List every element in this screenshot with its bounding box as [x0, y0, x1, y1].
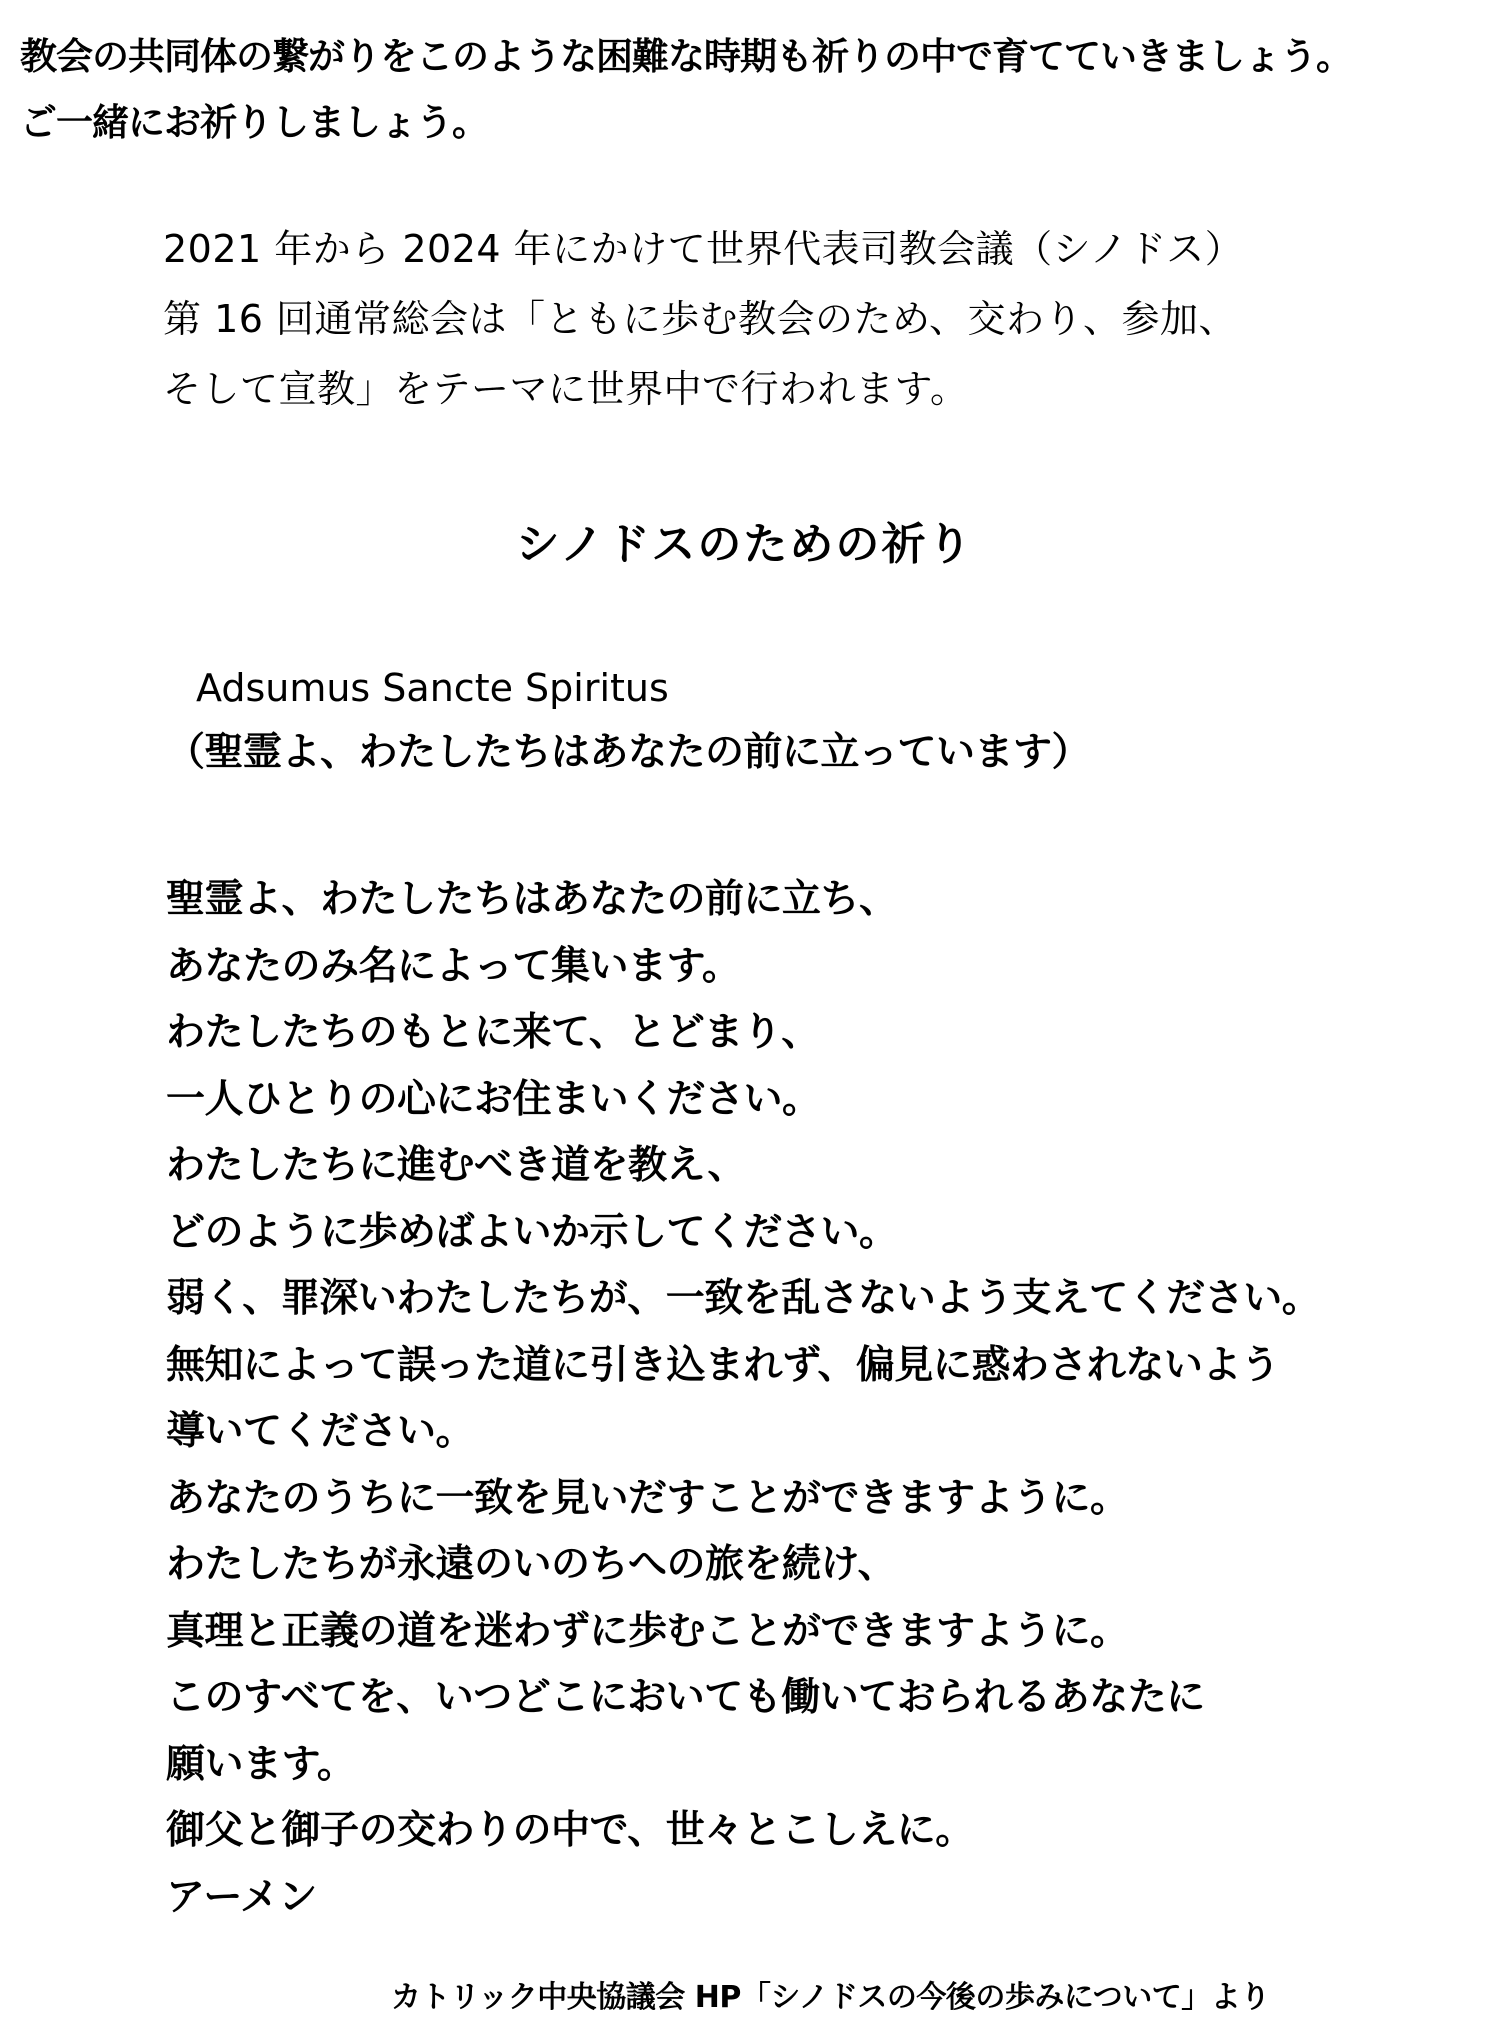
intro-line: ご一緒にお祈りしましょう。 — [20, 101, 488, 144]
prayer-line: 真理と正義の道を迷わずに歩むことができますように。 — [166, 1609, 1129, 1654]
prayer-line: わたしたちのもとに来て、とどまり、 — [166, 1010, 820, 1055]
prayer-line: 聖霊よ、わたしたちはあなたの前に立ち、 — [166, 877, 898, 922]
latin-translation: （聖霊よ、わたしたちはあなたの前に立っています） — [166, 730, 1091, 775]
prayer-line: 弱く、罪深いわたしたちが、一致を乱さないよう支えてください。 — [166, 1276, 1321, 1321]
prayer-line: 導いてください。 — [166, 1409, 475, 1454]
prayer-line: あなたのみ名によって集います。 — [166, 944, 741, 989]
latin-title: Adsumus Sancte Spiritus — [196, 666, 669, 710]
prayer-line: 無知によって誤った道に引き込まれず、偏見に惑わされないよう — [166, 1343, 1280, 1388]
prayer-line: 一人ひとりの心にお住まいください。 — [166, 1077, 821, 1122]
intro-line: 教会の共同体の繋がりをこのような困難な時期も祈りの中で育てていきましょう。 — [20, 35, 1352, 78]
prayer-line: どのように歩めばよいか示してください。 — [166, 1210, 898, 1255]
prayer-line: わたしたちが永遠のいのちへの旅を続け、 — [166, 1542, 896, 1587]
prayer-line: このすべてを、いつどこにおいても働いておられるあなたに — [166, 1675, 1205, 1720]
prayer-line: 願います。 — [166, 1742, 356, 1787]
prayer-line: わたしたちに進むべき道を教え、 — [166, 1143, 746, 1188]
prayer-line: あなたのうちに一致を見いだすことができますように。 — [166, 1476, 1129, 1521]
synod-info-line: 第 16 回通常総会は「ともに歩む教会のため、交わり、参加、 — [163, 297, 1237, 341]
prayer-amen: アーメン — [166, 1875, 317, 1920]
prayer-title: シノドスのための祈り — [515, 519, 974, 570]
synod-info-line: そして宣教」をテーマに世界中で行われます。 — [163, 367, 969, 411]
source-attribution: カトリック中央協議会 HP「シノドスの今後の歩みについて」より — [391, 1980, 1270, 2015]
prayer-line: 御父と御子の交わりの中で、世々とこしえに。 — [166, 1808, 974, 1853]
synod-info-line: 2021 年から 2024 年にかけて世界代表司教会議（シノドス） — [163, 227, 1244, 271]
